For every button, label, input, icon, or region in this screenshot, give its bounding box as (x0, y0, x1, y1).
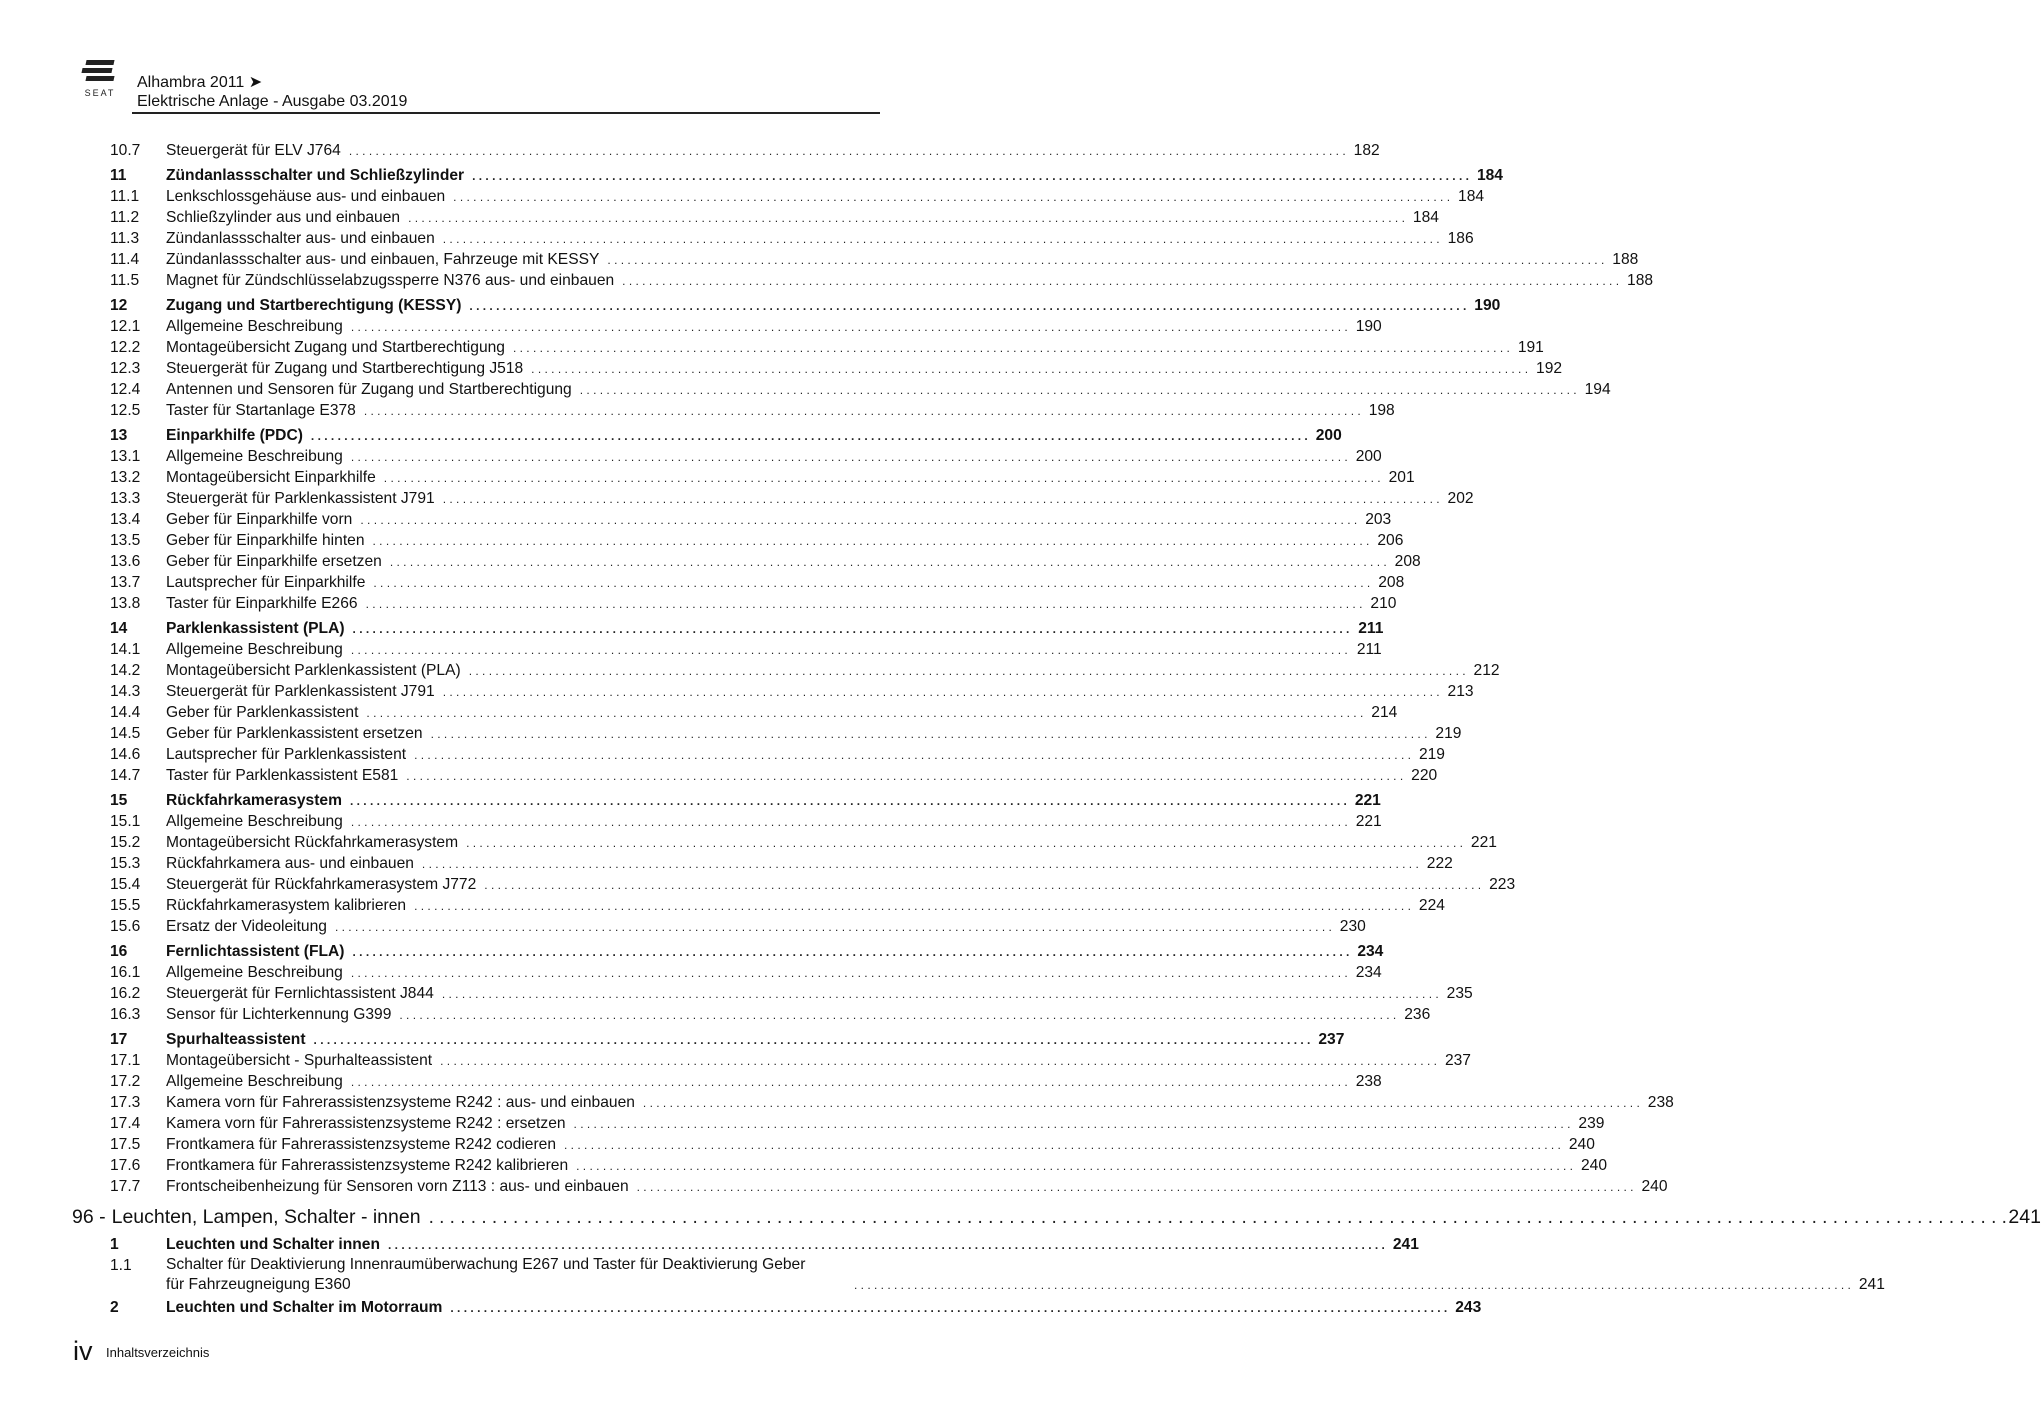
toc-entry-page: 220 (1411, 767, 1438, 784)
toc-entry-number: 13.6 (110, 553, 141, 570)
toc-entry[interactable] (110, 790, 1381, 811)
dot-leader (353, 619, 1350, 640)
toc-entry-page: 230 (1339, 918, 1366, 935)
page-number: iv (73, 1336, 93, 1366)
toc-entry-title: Kamera vorn für Fahrerassistenzsysteme R242 : aus- und einbauen (166, 1094, 635, 1111)
toc-entry-number: 14.6 (110, 746, 141, 763)
toc-entry-page: 182 (1353, 142, 1380, 159)
toc-entry-title: Montageübersicht - Spurhalteassistent (166, 1052, 433, 1069)
logo-wordmark: SEAT (84, 88, 116, 98)
toc-entry-title: Geber für Parklenkassistent ersetzen (166, 725, 423, 742)
toc-entry-page: 235 (1446, 985, 1473, 1002)
toc-entry-title: Lautsprecher für Parklenkassistent (166, 746, 407, 763)
toc-entry[interactable] (110, 1029, 1345, 1050)
toc-entry-number: 14 (110, 620, 128, 637)
dot-leader (384, 468, 1381, 489)
toc-entry[interactable] (110, 316, 1382, 337)
toc-entry-page: 221 (1354, 792, 1381, 809)
toc-entry[interactable] (110, 1297, 1482, 1318)
toc-entry[interactable] (110, 962, 1382, 983)
toc-entry-title: Allgemeine Beschreibung (166, 813, 343, 830)
toc-entry-number: 13.3 (110, 490, 141, 507)
toc-entry[interactable] (110, 140, 1380, 161)
toc-entry-page: 188 (1627, 272, 1654, 289)
toc-entry-page: 192 (1536, 360, 1563, 377)
toc-entry-page: 240 (1641, 1178, 1668, 1195)
toc-entry-title: Rückfahrkamerasystem (166, 792, 342, 809)
dot-leader (453, 187, 1450, 208)
toc-entry[interactable] (110, 681, 1474, 702)
toc-entry[interactable] (110, 811, 1382, 832)
toc-entry-number: 16.1 (110, 964, 141, 981)
dot-leader (431, 724, 1428, 745)
toc-entry-title: Allgemeine Beschreibung (166, 641, 343, 658)
toc-entry-number: 15.4 (110, 876, 141, 893)
toc-entry-number: 17.2 (110, 1073, 141, 1090)
toc-entry[interactable] (110, 186, 1485, 207)
toc-entry-number: 13.4 (110, 511, 141, 528)
dot-leader (564, 1135, 1561, 1156)
toc-entry-title: Allgemeine Beschreibung (166, 1073, 343, 1090)
toc-entry-number: 13.5 (110, 532, 141, 549)
dot-leader (352, 942, 1349, 963)
dot-leader (513, 338, 1510, 359)
toc-entry-number: 17.1 (110, 1052, 141, 1069)
toc-entry-page: 202 (1447, 490, 1474, 507)
toc-entry-page: 200 (1315, 427, 1342, 444)
dot-leader (607, 250, 1604, 271)
toc-entry-number: 14.1 (110, 641, 141, 658)
toc-entry-title: Montageübersicht Parklenkassistent (PLA) (166, 662, 461, 679)
dot-leader (443, 682, 1440, 703)
toc-entry-page: 212 (1473, 662, 1500, 679)
document-model: Alhambra 2011 ➤ (137, 74, 263, 91)
toc-entry[interactable] (110, 744, 1445, 765)
toc-entry[interactable] (110, 916, 1366, 937)
toc-entry-number: 13 (110, 427, 128, 444)
dot-leader (466, 833, 1463, 854)
toc-entry-number: 14.5 (110, 725, 141, 742)
toc-entry-page: 241 (2008, 1206, 2041, 1228)
dot-leader (350, 791, 1347, 812)
toc-entry-page: 191 (1517, 339, 1544, 356)
toc-entry-title: Leuchten und Schalter im Motorraum (166, 1299, 443, 1316)
toc-entry[interactable] (110, 639, 1382, 660)
dot-leader (854, 1277, 1851, 1294)
toc-entry-page: 219 (1418, 746, 1445, 763)
toc-entry[interactable] (110, 853, 1453, 874)
toc-entry[interactable] (110, 1092, 1674, 1113)
toc-entry[interactable] (110, 593, 1397, 614)
toc-entry-number: 14.3 (110, 683, 141, 700)
toc-entry-number: 11 (110, 167, 127, 184)
dot-leader (472, 166, 1469, 187)
toc-entry-page: 208 (1378, 574, 1405, 591)
toc-entry-title: Frontkamera für Fahrerassistenzsysteme R242 kalibrieren (166, 1157, 569, 1174)
toc-entry-number: 1 (110, 1236, 119, 1253)
toc-entry[interactable] (110, 228, 1474, 249)
toc-entry-number: 17.3 (110, 1094, 141, 1111)
seat-logo (78, 60, 122, 100)
toc-entry-number: 13.8 (110, 595, 141, 612)
toc-entry[interactable] (110, 1255, 1885, 1293)
dot-leader (469, 296, 1466, 317)
toc-entry-number: 16.2 (110, 985, 141, 1002)
toc-entry-title: Frontscheibenheizung für Sensoren vorn Z113 : aus- und einbauen (166, 1178, 629, 1195)
toc-entry-title: Frontkamera für Fahrerassistenzsysteme R242 codieren (166, 1136, 557, 1153)
dot-leader (390, 552, 1387, 573)
toc-entry-number: 12.2 (110, 339, 141, 356)
toc-entry-page: 184 (1458, 188, 1485, 205)
toc-entry-title: Parklenkassistent (PLA) (166, 620, 345, 637)
dot-leader (622, 271, 1619, 292)
toc-entry-title: Ersatz der Videoleitung (166, 918, 327, 935)
toc-entry-number: 15 (110, 792, 128, 809)
toc-entry[interactable] (110, 425, 1342, 446)
toc-entry-title: Einparkhilfe (PDC) (166, 427, 303, 444)
toc-entry-title: Lenkschlossgehäuse aus- und einbauen (166, 188, 446, 205)
toc-entry-page: 184 (1476, 167, 1503, 184)
toc-entry-page: 219 (1435, 725, 1462, 742)
toc-entry-title: Schalter für Deaktivierung Innenraumüberwachung E267 und Taster für Deaktivierung Geber (166, 1256, 806, 1273)
toc-entry-page: 238 (1355, 1073, 1382, 1090)
toc-entry[interactable] (110, 488, 1474, 509)
toc-entry[interactable] (110, 1155, 1608, 1176)
toc-entry-page: 190 (1474, 297, 1501, 314)
toc-entry-title: Zündanlassschalter aus- und einbauen, Fahrzeuge mit KESSY (166, 251, 600, 268)
toc-entry[interactable] (110, 207, 1439, 228)
toc-entry-title: Steuergerät für Zugang und Startberechtigung J518 (166, 360, 524, 377)
toc-entry-title-continued: für Fahrzeugneigung E360 (166, 1276, 351, 1293)
dot-leader (373, 573, 1370, 594)
toc-entry-title: Lautsprecher für Einparkhilfe (166, 574, 366, 591)
toc-entry-page: 223 (1489, 876, 1516, 893)
toc-entry[interactable] (110, 1176, 1668, 1197)
toc-entry[interactable] (110, 446, 1382, 467)
toc-entry-page: 241 (1392, 1236, 1419, 1253)
footer-label: Inhaltsverzeichnis (106, 1345, 210, 1360)
toc-entry[interactable] (110, 467, 1415, 488)
toc-entry[interactable] (110, 832, 1497, 853)
toc-entry-title: Montageübersicht Rückfahrkamerasystem (166, 834, 459, 851)
toc-entry-title: Montageübersicht Zugang und Startberechtigung (166, 339, 505, 356)
toc-entry-number: 15.5 (110, 897, 141, 914)
toc-entry-page: 241 (1858, 1276, 1885, 1293)
toc-entry[interactable] (110, 941, 1384, 962)
toc-entry[interactable] (110, 337, 1544, 358)
dot-leader (388, 1235, 1385, 1256)
toc-entry-page: 222 (1426, 855, 1453, 872)
dot-leader (484, 875, 1481, 896)
toc-entry-number: 17.7 (110, 1178, 141, 1195)
document-subtitle: Elektrische Anlage - Ausgabe 03.2019 (137, 93, 408, 110)
toc-entry-title: Schließzylinder aus und einbauen (166, 209, 401, 226)
toc-entry-page: 188 (1612, 251, 1639, 268)
toc-entry-title: Steuergerät für Fernlichtassistent J844 (166, 985, 434, 1002)
toc-entry-page: 240 (1580, 1157, 1608, 1174)
toc-entry-number: 15.2 (110, 834, 141, 851)
toc-entry-number: 17 (110, 1031, 128, 1048)
toc-entry-title: Steuergerät für ELV J764 (166, 142, 341, 159)
dot-leader (574, 1114, 1571, 1135)
toc-entry[interactable] (110, 379, 1611, 400)
dot-leader (531, 359, 1528, 380)
dot-leader (351, 640, 1348, 661)
toc-entry-page: 237 (1444, 1052, 1471, 1069)
toc-entry-number: 14.7 (110, 767, 141, 784)
dot-leader (360, 510, 1357, 531)
toc-entry[interactable] (110, 874, 1516, 895)
toc-entry-number: 2 (110, 1299, 119, 1316)
toc-entry-page: 186 (1447, 230, 1474, 247)
toc-entry-page: 221 (1355, 813, 1382, 830)
toc-entry-title: Allgemeine Beschreibung (166, 318, 343, 335)
dot-leader (314, 1030, 1311, 1051)
toc-entry-title: Leuchten und Schalter innen (166, 1236, 381, 1253)
toc-entry-title: Rückfahrkamerasystem kalibrieren (166, 897, 407, 914)
dot-leader (351, 812, 1348, 833)
toc-entry-page: 238 (1647, 1094, 1674, 1111)
header-rule (132, 112, 880, 114)
dot-leader (351, 447, 1348, 468)
toc-entry-page: 224 (1418, 897, 1445, 914)
dot-leader (450, 1298, 1447, 1319)
dot-leader (311, 426, 1308, 447)
toc-entry-title: Allgemeine Beschreibung (166, 448, 343, 465)
toc-entry-number: 11.1 (110, 188, 140, 205)
dot-leader (429, 1205, 2007, 1231)
toc-entry-title: Antennen und Sensoren für Zugang und Startberechtigung (166, 381, 572, 398)
toc-entry-title: Geber für Parklenkassistent (166, 704, 359, 721)
toc-entry-title: Kamera vorn für Fahrerassistenzsysteme R242 : ersetzen (166, 1115, 566, 1132)
toc-entry-number: 13.1 (110, 448, 141, 465)
toc-entry[interactable] (110, 723, 1462, 744)
dot-leader (440, 1051, 1437, 1072)
toc-entry[interactable] (110, 358, 1563, 379)
toc-entry-number: 12.5 (110, 402, 141, 419)
toc-entry-page: 243 (1455, 1299, 1482, 1316)
toc-entry-number: 1.1 (110, 1257, 132, 1274)
toc-entry[interactable] (110, 1004, 1431, 1025)
dot-leader (469, 661, 1466, 682)
toc-entry[interactable] (110, 1134, 1595, 1155)
dot-leader (580, 380, 1577, 401)
toc-entry[interactable] (110, 1050, 1471, 1071)
toc-entry-title: Allgemeine Beschreibung (166, 964, 343, 981)
toc-entry-title: Leuchten, Lampen, Schalter - innen (111, 1206, 421, 1228)
toc-entry-number: 14.2 (110, 662, 141, 679)
dot-leader (351, 1072, 1348, 1093)
toc-entry-title: Fernlichtassistent (FLA) (166, 943, 345, 960)
toc-entry-title: Magnet für Zündschlüsselabzugssperre N376 aus- und einbauen (166, 272, 615, 289)
dot-leader (366, 703, 1363, 724)
toc-entry-title: Geber für Einparkhilfe hinten (166, 532, 365, 549)
toc-entry[interactable] (72, 1204, 2041, 1230)
toc-entry-page: 198 (1368, 402, 1395, 419)
toc-entry-page: 201 (1388, 469, 1415, 486)
toc-entry-title: Geber für Einparkhilfe vorn (166, 511, 353, 528)
dot-leader (443, 229, 1440, 250)
toc-entry-number: 11.5 (110, 272, 140, 289)
toc-entry[interactable] (110, 895, 1445, 916)
dot-leader (637, 1177, 1634, 1198)
dot-leader (408, 208, 1405, 229)
toc-entry[interactable] (110, 551, 1421, 572)
toc-entry[interactable] (110, 530, 1404, 551)
toc-entry-title: Steuergerät für Parklenkassistent J791 (166, 683, 435, 700)
toc-entry-page: 184 (1412, 209, 1439, 226)
toc-entry-title: Taster für Parklenkassistent E581 (166, 767, 399, 784)
toc-entry-number: 13.7 (110, 574, 141, 591)
toc-entry-page: 236 (1404, 1006, 1431, 1023)
toc-entry-title: Zündanlassschalter und Schließzylinder (166, 167, 465, 184)
toc-entry-page: 203 (1365, 511, 1392, 528)
dot-leader (351, 963, 1348, 984)
toc-entry[interactable] (110, 618, 1384, 639)
toc-entry[interactable] (110, 702, 1398, 723)
dot-leader (414, 896, 1411, 917)
toc-entry-title: Rückfahrkamera aus- und einbauen (166, 855, 414, 872)
toc-entry-page: 214 (1371, 704, 1398, 721)
dot-leader (643, 1093, 1640, 1114)
toc-entry-number: 14.4 (110, 704, 141, 721)
toc-entry-number: 16.3 (110, 1006, 141, 1023)
toc-entry-title: Geber für Einparkhilfe ersetzen (166, 553, 382, 570)
dot-leader (335, 917, 1332, 938)
toc-entry-page: 240 (1568, 1136, 1595, 1153)
toc-entry-number: 13.2 (110, 469, 141, 486)
toc-entry-number: 11.3 (110, 230, 140, 247)
toc-entry[interactable] (110, 400, 1395, 421)
dot-leader (373, 531, 1370, 552)
toc-entry-title: Sensor für Lichterkennung G399 (166, 1006, 392, 1023)
toc-entry[interactable] (110, 765, 1438, 786)
toc-entry-title: Taster für Startanlage E378 (166, 402, 356, 419)
toc-entry-number: 17.6 (110, 1157, 141, 1174)
toc-entry-page: 239 (1578, 1115, 1605, 1132)
dot-leader (414, 745, 1411, 766)
dot-leader (406, 766, 1403, 787)
toc-entry-number: 17.4 (110, 1115, 141, 1132)
toc-entry-title: Spurhalteassistent (166, 1031, 306, 1048)
toc-entry-page: 200 (1355, 448, 1382, 465)
toc-entry-page: 234 (1355, 964, 1382, 981)
toc-entry-page: 210 (1370, 595, 1397, 612)
toc-entry-number: 15.1 (110, 813, 141, 830)
dot-leader (349, 141, 1346, 162)
toc-entry-page: 213 (1447, 683, 1474, 700)
dot-leader (364, 401, 1361, 422)
toc-entry[interactable] (110, 983, 1473, 1004)
toc-entry-page: 206 (1377, 532, 1404, 549)
toc-entry-number: 96 - (72, 1206, 106, 1228)
toc-entry-number: 11.2 (110, 209, 140, 226)
toc-entry-number: 11.4 (110, 251, 140, 268)
toc-entry[interactable] (110, 295, 1501, 316)
dot-leader (366, 594, 1363, 615)
toc-entry-number: 12 (110, 297, 128, 314)
toc-entry-number: 16 (110, 943, 128, 960)
toc-entry-number: 12.3 (110, 360, 141, 377)
toc-entry-title: Taster für Einparkhilfe E266 (166, 595, 358, 612)
dot-leader (351, 317, 1348, 338)
toc-entry-number: 12.4 (110, 381, 141, 398)
toc-entry-number: 15.3 (110, 855, 141, 872)
dot-leader (443, 489, 1440, 510)
dot-leader (399, 1005, 1396, 1026)
dot-leader (576, 1156, 1573, 1177)
toc-entry-title: Steuergerät für Rückfahrkamerasystem J772 (166, 876, 477, 893)
toc-entry-page: 234 (1357, 943, 1384, 960)
toc-entry-page: 208 (1394, 553, 1421, 570)
toc-entry[interactable] (110, 1113, 1605, 1134)
toc-entry-page: 190 (1355, 318, 1382, 335)
dot-leader (422, 854, 1419, 875)
toc-entry[interactable] (110, 270, 1654, 291)
toc-entry-number: 15.6 (110, 918, 141, 935)
toc-entry-number: 17.5 (110, 1136, 141, 1153)
toc-entry-page: 237 (1318, 1031, 1345, 1048)
toc-entry-title-block (166, 1255, 1885, 1294)
toc-entry-title: Zündanlassschalter aus- und einbauen (166, 230, 435, 247)
toc-entry-number: 12.1 (110, 318, 141, 335)
dot-leader (442, 984, 1439, 1005)
toc-entry-page: 211 (1358, 620, 1384, 637)
toc-entry-number: 10.7 (110, 142, 141, 159)
toc-entry[interactable] (110, 509, 1392, 530)
toc-entry-page: 211 (1356, 641, 1382, 658)
toc-entry-title: Zugang und Startberechtigung (KESSY) (166, 297, 462, 314)
toc-entry[interactable] (110, 660, 1500, 681)
toc-entry[interactable] (110, 1234, 1419, 1255)
toc-entry-page: 221 (1470, 834, 1497, 851)
table-of-contents (72, 140, 2041, 1318)
toc-entry-title: Steuergerät für Parklenkassistent J791 (166, 490, 435, 507)
toc-entry[interactable] (110, 165, 1503, 186)
toc-entry-title: Montageübersicht Einparkhilfe (166, 469, 376, 486)
toc-entry-page: 194 (1584, 381, 1611, 398)
toc-entry[interactable] (110, 249, 1639, 270)
toc-entry[interactable] (110, 572, 1405, 593)
toc-entry[interactable] (110, 1071, 1382, 1092)
